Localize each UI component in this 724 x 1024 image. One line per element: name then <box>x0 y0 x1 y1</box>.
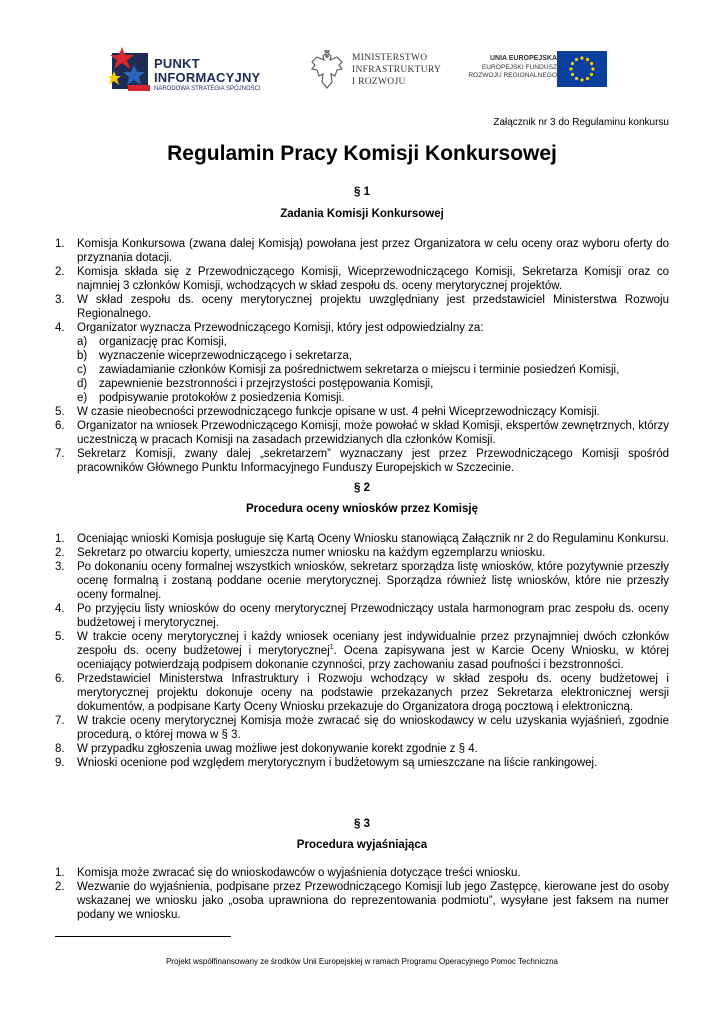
sub-item <box>77 335 669 349</box>
sub-item <box>77 377 669 391</box>
item-text: Wezwanie do wyjaśnienia, podpisane przez Przewodniczącego Komisji lub jego Zastępcę, kierowane jest do osoby wskazanej we wniosku jako „osoba uprawniona do reprezentowania podmiotu”, wysyłane jest faksem na numer podany we wniosku. <box>77 881 669 921</box>
section-2-number: § 2 <box>354 482 370 494</box>
item-text: Po przyjęciu listy wniosków do oceny merytorycznej Przewodniczący ustala harmonogram prac zespołu ds. oceny budżetowej i merytorycznej. <box>77 603 669 629</box>
section-3-list <box>55 866 669 922</box>
item-number: 5. <box>55 631 65 643</box>
sub-list <box>77 335 669 405</box>
sub-item <box>77 349 669 363</box>
item-number: 1. <box>55 867 65 879</box>
list-item <box>55 419 669 447</box>
list-item <box>55 756 669 770</box>
ministry-line1: MINISTERSTWO <box>352 53 428 63</box>
header-logos <box>100 38 620 100</box>
sub-item-letter: c) <box>77 364 87 376</box>
item-text-cont: . Ocena zapisywana jest w Karcie Oceny Wniosku, w której oceniający potwierdzają podpisem dokonanie czynności, przy zachowaniu zasad poufności i bezstronności. <box>77 645 669 671</box>
section-2-list <box>55 532 669 770</box>
section-1-number: § 1 <box>354 186 370 198</box>
page-title: Regulamin Pracy Komisji Konkursowej <box>167 142 557 165</box>
page-footer: Projekt współfinansowany ze środków Unii Europejskiej w ramach Programu Operacyjnego Pomoc Techniczna <box>165 957 559 966</box>
item-text: Po dokonaniu oceny formalnej wszystkich wniosków, sekretarz sporządza listę wniosków, które pozytywnie przeszły ocenę formalną i zostaną poddane ocenie merytorycznej. Sporządza również listę wniosków, które nie przeszły oceny formalnej. <box>77 561 669 601</box>
item-number: 4. <box>55 603 65 615</box>
sub-item-text: zawiadamianie członków Komisji za pośrednictwem sekretarza o miejscu i terminie posiedzeń Komisji, <box>99 364 620 376</box>
ministry-line2: INFRASTRUKTURY <box>352 65 442 75</box>
item-number: 4. <box>55 322 65 334</box>
list-item <box>55 866 669 880</box>
punkt-informacyjny-logo <box>108 43 268 93</box>
item-text: W trakcie oceny merytorycznej Komisja może zwracać się do wnioskodawcy w celu uzyskania wyjaśnień, zgodnie procedurą, o której mowa w § 3. <box>77 715 669 741</box>
logo-pi-line1: PUNKT <box>154 56 200 71</box>
item-text: Organizator na wniosek Przewodniczącego Komisji, może powołać w skład Komisji, ekspertów zewnętrznych, którzy uczestniczą w pracach Komisji na zasadach przewidzianych dla członków Komisji. <box>77 420 669 446</box>
item-number: 1. <box>55 533 65 545</box>
item-number: 2. <box>55 547 65 559</box>
list-item <box>55 321 669 405</box>
list-item <box>55 602 669 630</box>
eagle-emblem-icon <box>310 48 344 92</box>
section-2-heading: Procedura oceny wniosków przez Komisję <box>246 503 478 515</box>
item-number: 1. <box>55 238 65 250</box>
item-number: 7. <box>55 448 65 460</box>
list-item <box>55 293 669 321</box>
item-text: W trakcie oceny merytorycznej i każdy wniosek oceniany jest indywidualnie przez przynajmniej dwóch członków zespołu ds. oceny budżetowej i merytorycznej <box>77 631 669 657</box>
eu-line1: UNIA EUROPEJSKA <box>489 55 557 62</box>
eu-line2: EUROPEJSKI FUNDUSZ <box>481 63 557 71</box>
item-text: Komisja Konkursowa (zwana dalej Komisją) powołana jest przez Organizatora w celu oceny oraz wyboru oferty do przyznania dotacji. <box>77 238 669 264</box>
section-1-heading: Zadania Komisji Konkursowej <box>280 208 444 220</box>
item-text: Przedstawiciel Ministerstwa Infrastruktury i Rozwoju wchodzący w skład zespołu ds. oceny budżetowej i merytorycznej projektu dokonuje oceny na podstawie przekazanych przez Sekretarza elektronicznej wersji dokumentów, a podpisane Karty Oceny Wniosku przekazuje do Organizatora drogą pocztową i elektroniczną. <box>77 673 669 713</box>
item-number: 5. <box>55 406 65 418</box>
item-number: 7. <box>55 715 65 727</box>
logo-pi-line2: INFORMACYJNY <box>154 70 261 85</box>
item-text: Komisja składa się z Przewodniczącego Komisji, Wiceprzewodniczącego Komisji, Sekretarza Komisji oraz co najmniej 3 członków Komisji, wchodzących w skład zespołu ds. oceny merytorycznej projektów. <box>77 266 669 292</box>
sub-item-text: organizację prac Komisji, <box>99 336 227 348</box>
sub-item-letter: b) <box>77 350 88 362</box>
list-item <box>55 237 669 265</box>
item-text: Wnioski ocenione pod względem merytorycznym i budżetowym są umieszczane na liście rankingowej. <box>77 757 598 769</box>
logo-pi-line3: NARODOWA STRATEGIA SPÓJNOŚCI <box>154 86 261 92</box>
list-item <box>55 672 669 714</box>
list-item <box>55 447 669 475</box>
item-text: Sekretarz po otwarciu koperty, umieszcza numer wniosku na każdym egzemplarzu wniosku. <box>77 547 546 559</box>
sub-item <box>77 363 669 377</box>
sub-item-text: zapewnienie bezstronności i przejrzystości postępowania Komisji, <box>99 378 434 390</box>
ministry-logo <box>310 48 450 98</box>
list-item <box>55 265 669 293</box>
item-number: 3. <box>55 561 65 573</box>
item-number: 3. <box>55 294 65 306</box>
item-number: 6. <box>55 420 65 432</box>
annex-note: Załącznik nr 3 do Regulaminu konkursu <box>493 117 669 128</box>
eu-flag-icon <box>557 51 607 87</box>
item-text: W skład zespołu ds. oceny merytorycznej projektu uwzględniany jest przedstawiciel Ministerstwa Rozwoju Regionalnego. <box>77 294 669 320</box>
item-number: 2. <box>55 266 65 278</box>
item-text: Komisja może zwracać się do wnioskodawców o wyjaśnienia dotyczące treści wniosku. <box>77 867 521 879</box>
eu-line3: ROZWOJU REGIONALNEGO <box>468 72 557 79</box>
item-text: W przypadku zgłoszenia uwag możliwe jest dokonywanie korekt zgodnie z § 4. <box>77 743 478 755</box>
section-3-number: § 3 <box>354 818 370 830</box>
sub-item-letter: a) <box>77 336 88 348</box>
list-item <box>55 532 669 546</box>
eu-logo <box>457 49 617 93</box>
item-number: 6. <box>55 673 65 685</box>
list-item <box>55 560 669 602</box>
list-item <box>55 714 669 742</box>
section-3-heading: Procedura wyjaśniająca <box>296 839 428 851</box>
sub-item-text: podpisywanie protokołów z posiedzenia Komisji. <box>99 392 345 404</box>
sub-item-letter: e) <box>77 392 88 404</box>
item-text: W czasie nieobecności przewodniczącego funkcje opisane w ust. 4 pełni Wiceprzewodniczący Komisji. <box>77 406 600 418</box>
sub-item <box>77 391 669 405</box>
list-item <box>55 546 669 560</box>
list-item <box>55 742 669 756</box>
sub-item-text: wyznaczenie wiceprzewodniczącego i sekretarza, <box>99 350 353 362</box>
ministry-line3: I ROZWOJU <box>352 77 406 87</box>
item-number: 9. <box>55 757 65 769</box>
footnote-divider <box>55 936 231 937</box>
sub-item-letter: d) <box>77 378 88 390</box>
item-text: Oceniając wnioski Komisja posługuje się Kartą Oceny Wniosku stanowiącą Załącznik nr 2 do Regulaminu Konkursu. <box>77 533 669 545</box>
item-text: Sekretarz Komisji, zwany dalej „sekretarzem” wyznaczany jest przez Przewodniczącego Komisji spośród pracowników Głównego Punktu Informacyjnego Funduszy Europejskich w Szczecinie. <box>77 448 669 474</box>
list-item <box>55 880 669 922</box>
item-text: Organizator wyznacza Przewodniczącego Komisji, który jest odpowiedzialny za: <box>77 322 484 334</box>
item-number: 2. <box>55 881 65 893</box>
star-logo-icon <box>108 45 150 91</box>
footnote-ref[interactable]: 1 <box>329 644 334 652</box>
list-item <box>55 630 669 672</box>
section-1-list <box>55 237 669 475</box>
list-item <box>55 405 669 419</box>
item-number: 8. <box>55 743 65 755</box>
